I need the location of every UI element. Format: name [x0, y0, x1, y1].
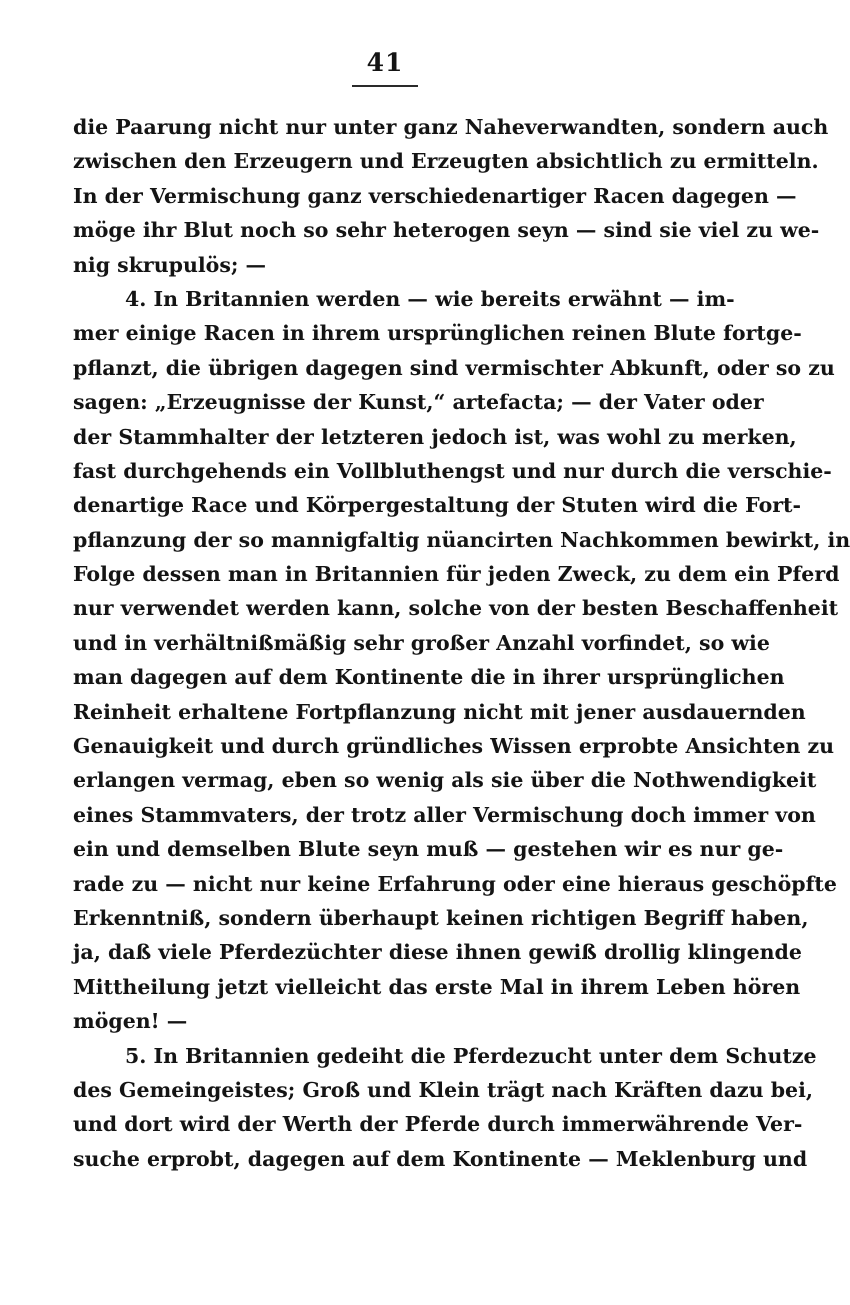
text-line: und dort wird der Werth der Pferde durch immerwährende Ver-	[73, 1112, 803, 1137]
text-line: rade zu — nicht nur keine Erfahrung oder eine hieraus geschöpfte	[73, 871, 837, 896]
text-line: fast durchgehends ein Vollbluthengst und nur durch die verschie-	[73, 458, 832, 483]
text-line: Erkenntniß, sondern überhaupt keinen richtigen Begriff haben,	[73, 905, 809, 930]
text-line: pflanzung der so mannigfaltig nüancirten Nachkommen bewirkt, in	[73, 527, 850, 552]
text-line: suche erprobt, dagegen auf dem Kontinente — Meklenburg und	[73, 1146, 808, 1171]
text-line: Genauigkeit und durch gründliches Wissen erprobte Ansichten zu	[73, 734, 835, 759]
body-text	[73, 110, 850, 1176]
text-line: der Stammhalter der letzteren jedoch ist, was wohl zu merken,	[73, 424, 797, 449]
text-line: möge ihr Blut noch so sehr heterogen seyn — sind sie viel zu we-	[73, 218, 820, 243]
text-line: ja, daß viele Pferdezüchter diese ihnen gewiß drollig klingende	[73, 940, 802, 965]
paragraph-4-start: 4. In Britannien werden — wie bereits erwähnt — im-	[125, 286, 735, 311]
text-line: zwischen den Erzeugern und Erzeugten absichtlich zu ermitteln.	[73, 149, 819, 174]
text-line: nig skrupulös; —	[73, 252, 267, 277]
paragraph-5-start: 5. In Britannien gedeiht die Pferdezucht unter dem Schutze	[125, 1043, 817, 1068]
text-line: ein und demselben Blute seyn muß — gestehen wir es nur ge-	[73, 837, 784, 862]
text-line: denartige Race und Körpergestaltung der Stuten wird die Fort-	[73, 493, 802, 518]
text-line: In der Vermischung ganz verschiedenartiger Racen dagegen —	[73, 183, 797, 208]
text-line: Folge dessen man in Britannien für jeden Zweck, zu dem ein Pferd	[73, 562, 840, 587]
text-line: mögen! —	[73, 1009, 188, 1034]
text-line: Mittheilung jetzt vielleicht das erste Mal in ihrem Leben hören	[73, 974, 801, 999]
text-line: eines Stammvaters, der trotz aller Vermischung doch immer von	[73, 802, 816, 827]
page-number: 41	[366, 48, 404, 77]
text-line: sagen: „Erzeugnisse der Kunst,“ artefacta; — der Vater oder	[73, 390, 764, 415]
text-line: und in verhältnißmäßig sehr großer Anzahl vorfindet, so wie	[73, 630, 770, 655]
text-line: des Gemeingeistes; Groß und Klein trägt nach Kräften dazu bei,	[73, 1077, 814, 1102]
text-line: pflanzt, die übrigen dagegen sind vermischter Abkunft, oder so zu	[73, 355, 835, 380]
text-line: mer einige Racen in ihrem ursprünglichen reinen Blute fortge-	[73, 321, 802, 346]
page-number-rule	[352, 85, 418, 87]
text-line: erlangen vermag, eben so wenig als sie über die Nothwendigkeit	[73, 768, 817, 793]
text-line: man dagegen auf dem Kontinente die in ihrer ursprünglichen	[73, 665, 785, 690]
text-line: Reinheit erhaltene Fortpflanzung nicht mit jener ausdauernden	[73, 699, 806, 724]
text-line: die Paarung nicht nur unter ganz Naheverwandten, sondern auch	[73, 115, 829, 139]
text-line: nur verwendet werden kann, solche von der besten Beschaffenheit	[73, 596, 839, 621]
